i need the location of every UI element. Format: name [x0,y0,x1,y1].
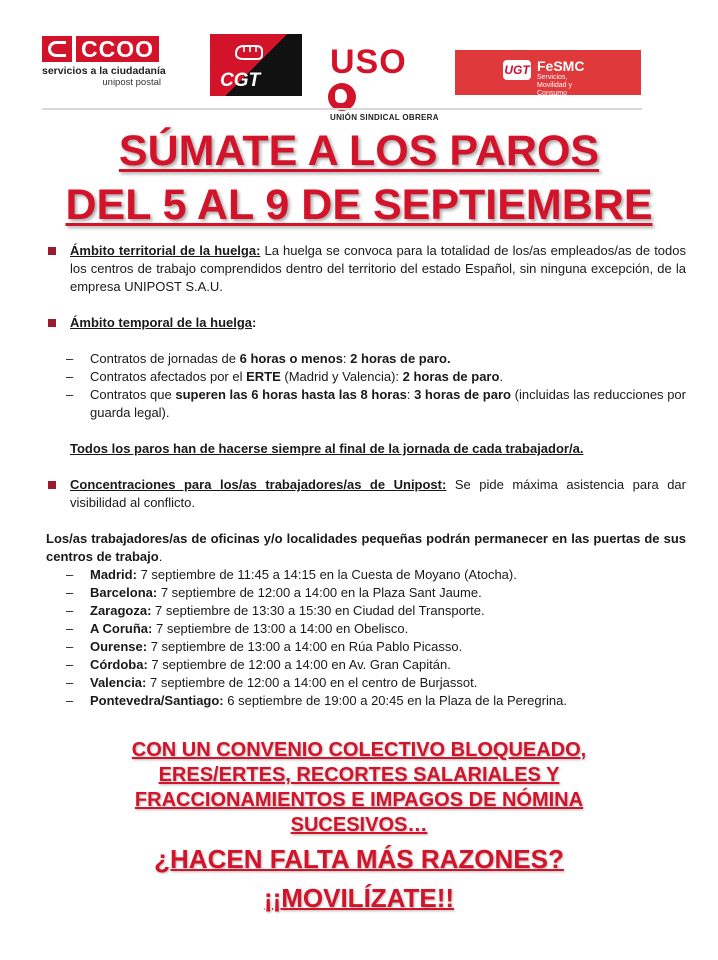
ccoo-subtitle-2: unipost postal [102,77,161,88]
concentraciones-section [46,476,686,512]
slogan-question: ¿HACEN FALTA MÁS RAZONES? [154,844,564,874]
locations-list [46,566,686,710]
closing-slogan [0,738,718,916]
fist-icon [232,40,264,64]
territorial-section [46,242,686,296]
concentraciones-heading: Concentraciones para los/as trabajadores/as de Unipost: [70,477,447,492]
uso-logo [330,43,439,122]
ugt-badge: UGT [503,60,531,80]
slogan-line-2: ERES/ERTES, RECORTES SALARIALES Y [158,764,560,786]
ccoo-subtitle: servicios a la ciudadanía [42,65,166,77]
list-item: – Contratos de jornadas de 6 horas o menos: 2 horas de paro. [66,351,451,366]
temporal-section: Ámbito temporal de la huelga: [46,314,686,332]
ugt-fesmc-logo [455,50,641,95]
cgt-logo [210,34,302,96]
location-item: – Ourense: 7 septiembre de 13:00 a 14:00 en Rúa Pablo Picasso. [66,639,463,654]
slogan-line-1: CON UN CONVENIO COLECTIVO BLOQUEADO, [131,739,587,761]
locations-intro: Los/as trabajadores/as de oficinas y/o localidades pequeñas podrán permanecer en las puertas de sus centros de trabajo. [46,531,686,564]
uso-subtitle: UNIÓN SINDICAL OBRERA [330,113,439,122]
location-item: – Barcelona: 7 septiembre de 12:00 a 14:00 en la Plaza Sant Jaume. [66,585,482,600]
ccoo-mark-icon [42,36,72,62]
territorial-heading: Ámbito territorial de la huelga: [70,243,261,258]
location-item: – Pontevedra/Santiago: 6 septiembre de 19:00 a 20:45 en la Plaza de la Peregrina. [66,693,567,708]
location-item: – Córdoba: 7 septiembre de 12:00 a 14:00 en Av. Gran Capitán. [66,657,451,672]
page-title [0,124,718,232]
slogan-line-4: SUCESIVOS… [290,814,428,836]
ccoo-wordmark: CCOO [76,36,159,62]
square-bullet-icon [48,247,56,255]
slogan-line-3: FRACCIONAMIENTOS E IMPAGOS DE NÓMINA [134,789,584,811]
temporal-list [46,350,686,422]
location-item: – A Coruña: 7 septiembre de 13:00 a 14:00 en Obelisco. [66,621,409,636]
ccoo-logo [42,36,167,92]
square-bullet-icon [48,481,56,489]
uso-wordmark: USO [330,43,407,81]
location-item: – Zaragoza: 7 septiembre de 13:30 a 15:30 en Ciudad del Transporte. [66,603,485,618]
territorial-text: La huelga se convoca para la totalidad de los/as empleados/as de todos los centros de trabajo comprendidos dentro del territorio del estado Español, sin ninguna excepción, de la empresa UNIPOST S.A.U. [70,243,686,294]
fesmc-description: Servicios, Movilidad y Consumo [537,74,573,97]
fesmc-wordmark: FeSMC [537,58,585,74]
list-item: – Contratos afectados por el ERTE (Madrid y Valencia): 2 horas de paro. [66,369,504,384]
temporal-heading: Ámbito temporal de la huelga [70,315,253,330]
concentraciones-text: Se pide máxima asistencia para dar visibilidad al conflicto. [70,477,686,510]
globe-icon [328,83,356,111]
paros-note: Todos los paros han de hacerse siempre al final de la jornada de cada trabajador/a. [70,441,584,456]
title-line-1: SÚMATE A LOS PAROS [118,127,600,175]
square-bullet-icon [48,319,56,327]
logo-bar [0,0,718,122]
slogan-call-to-action: ¡¡MOVILÍZATE!! [263,883,455,913]
location-item: – Valencia: 7 septiembre de 12:00 a 14:00 en el centro de Burjassot. [66,675,478,690]
list-item: – Contratos que superen las 6 horas hasta las 8 horas: 3 horas de paro (incluidas las reducciones por guarda legal). [66,387,686,420]
document-body [46,242,686,710]
header-divider [42,108,642,110]
location-item: – Madrid: 7 septiembre de 11:45 a 14:15 en la Cuesta de Moyano (Atocha). [66,567,517,582]
cgt-wordmark: CGT [220,70,261,91]
title-line-2: DEL 5 AL 9 DE SEPTIEMBRE [65,181,653,229]
